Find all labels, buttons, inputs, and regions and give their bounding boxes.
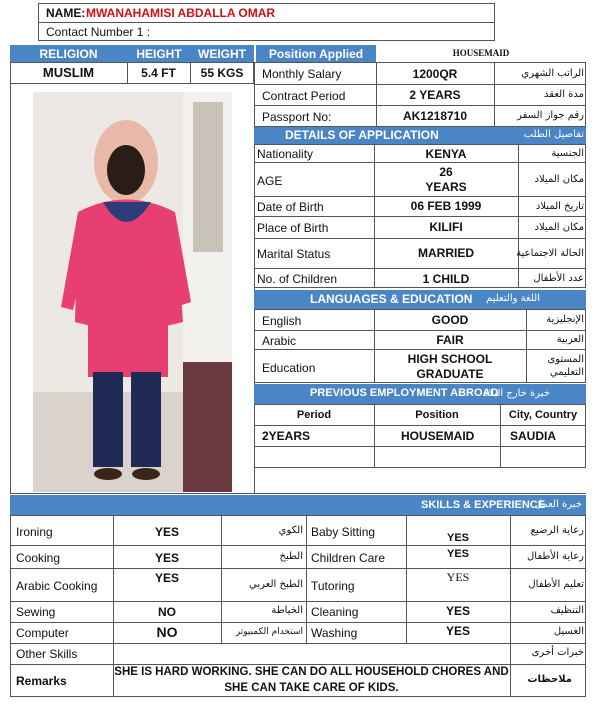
- employment-position: HOUSEMAID: [401, 429, 475, 443]
- skill-cooking-ar: الطبخ: [279, 551, 303, 562]
- skill-babysitting-ar: رعاية الرضيع: [530, 525, 584, 536]
- dob-label: Date of Birth: [257, 200, 324, 214]
- skill-cleaning-ar: التنظيف: [550, 605, 584, 616]
- salary-value: 1200QR: [412, 67, 458, 81]
- pob-value: KILIFI: [429, 220, 463, 234]
- nationality-ar: الجنسية: [551, 148, 584, 159]
- details-title-ar: تفاصيل الطلب: [523, 129, 584, 140]
- english-label: English: [262, 314, 302, 328]
- age-unit: YEARS: [425, 180, 467, 194]
- skill-tutoring-value: YES: [446, 570, 470, 584]
- marital-label: Marital Status: [257, 247, 331, 261]
- contract-ar: مدة العقد: [544, 89, 584, 100]
- skill-cleaning-label: Cleaning: [311, 605, 359, 619]
- applicant-photo: [33, 92, 232, 492]
- arabic-value: FAIR: [436, 333, 464, 347]
- weight-header: WEIGHT: [198, 47, 246, 61]
- skill-sewing-ar: الخياطة: [271, 605, 303, 616]
- remarks-label: Remarks: [16, 674, 67, 688]
- salary-ar: الراتب الشهري: [521, 68, 584, 79]
- skill-computer-ar: استخدام الكمبيوتر: [235, 627, 303, 637]
- skill-ironing-value: YES: [154, 525, 179, 539]
- arabic-label: Arabic: [262, 334, 297, 348]
- name-label: NAME:: [46, 6, 86, 20]
- skill-arabiccooking-label: Arabic Cooking: [16, 579, 98, 593]
- remarks-line1: SHE IS HARD WORKING. SHE CAN DO ALL HOUSEHOLD CHORES AND: [114, 666, 509, 678]
- languages-title: LANGUAGES & EDUCATION: [310, 292, 473, 306]
- skill-washing-label: Washing: [311, 626, 358, 640]
- english-ar: الإنجليزية: [546, 314, 584, 325]
- pob-ar: مكان الميلاد: [534, 222, 584, 233]
- arabic-ar: العربية: [556, 334, 584, 345]
- skill-computer-label: Computer: [16, 626, 69, 640]
- skill-ironing-label: Ironing: [16, 525, 53, 539]
- skill-tutoring-ar: تعليم الأطفال: [528, 579, 584, 590]
- contract-label: Contract Period: [262, 89, 346, 103]
- employment-title-ar: خبرة خارج البلاد: [483, 388, 550, 399]
- education-ar-line2: التعليمي: [549, 367, 584, 378]
- skill-sewing-value: NO: [158, 605, 176, 619]
- position-header: Position Applied: [268, 47, 364, 61]
- position-value: HOUSEMAID: [452, 48, 510, 58]
- children-value: 1 CHILD: [422, 272, 470, 286]
- age-ar: مكان الميلاد: [534, 174, 584, 185]
- skill-babysitting-label: Baby Sitting: [311, 525, 376, 539]
- other-skills-label: Other Skills: [16, 647, 78, 661]
- skills-title: SKILLS & EXPERIENCE: [421, 499, 546, 511]
- skill-washing-value: YES: [445, 624, 470, 638]
- skill-cooking-label: Cooking: [16, 551, 61, 565]
- skill-babysitting-value: YES: [446, 532, 469, 544]
- pob-label: Place of Birth: [257, 221, 329, 235]
- skill-childrencare-ar: رعاية الأطفال: [527, 551, 584, 562]
- period-header: Period: [296, 409, 332, 421]
- nationality-label: Nationality: [257, 147, 314, 161]
- weight-value: 55 KGS: [200, 66, 244, 80]
- city-header: City, Country: [508, 409, 578, 421]
- skill-washing-ar: الغسيل: [553, 626, 584, 637]
- skill-ironing-ar: الكوي: [278, 525, 303, 536]
- passport-value: AK1218710: [402, 109, 468, 123]
- education-ar: المستوى: [547, 354, 584, 365]
- salary-label: Monthly Salary: [262, 67, 342, 81]
- religion-header: RELIGION: [39, 47, 98, 61]
- age-value: 26: [439, 165, 453, 179]
- skill-cooking-value: YES: [154, 551, 179, 565]
- position-col-header: Position: [415, 409, 459, 421]
- skill-sewing-label: Sewing: [16, 605, 56, 619]
- dob-ar: تاريخ الميلاد: [535, 201, 584, 212]
- contract-value: 2 YEARS: [409, 88, 461, 102]
- details-title: DETAILS OF APPLICATION: [285, 128, 439, 142]
- skills-title-ar: خبرة العمل: [534, 499, 582, 510]
- marital-ar: الحالة الاجتماعية: [516, 248, 584, 259]
- skill-cleaning-value: YES: [445, 604, 470, 618]
- passport-ar: رقم جواز السفر: [517, 110, 584, 121]
- age-label: AGE: [257, 174, 283, 188]
- contact-label: Contact Number 1 :: [46, 25, 151, 39]
- height-value: 5.4 FT: [141, 66, 176, 80]
- passport-label: Passport No:: [262, 110, 332, 124]
- skill-childrencare-value: YES: [446, 548, 469, 560]
- employment-period: 2YEARS: [262, 429, 311, 443]
- education-value-line2: GRADUATE: [416, 367, 484, 381]
- english-value: GOOD: [431, 313, 469, 327]
- children-ar: عدد الأطفال: [533, 273, 584, 284]
- employment-title: PREVIOUS EMPLOYMENT ABROAD: [310, 387, 499, 399]
- skill-computer-value: NO: [156, 624, 178, 640]
- skill-tutoring-label: Tutoring: [311, 579, 355, 593]
- nationality-value: KENYA: [425, 147, 467, 161]
- dob-value: 06 FEB 1999: [410, 199, 482, 213]
- children-label: No. of Children: [257, 272, 338, 286]
- education-value: HIGH SCHOOL: [407, 352, 493, 366]
- name-value: MWANAHAMISI ABDALLA OMAR: [86, 6, 276, 20]
- education-label: Education: [262, 361, 316, 375]
- languages-title-ar: اللغة والتعليم: [486, 293, 540, 304]
- skill-childrencare-label: Children Care: [311, 551, 386, 565]
- height-header: HEIGHT: [136, 47, 182, 61]
- remarks-line2: SHE CAN TAKE CARE OF KIDS.: [224, 682, 399, 694]
- marital-value: MARRIED: [418, 246, 474, 260]
- religion-value: MUSLIM: [42, 65, 95, 80]
- skill-arabiccooking-value: YES: [154, 571, 179, 585]
- skill-arabiccooking-ar: الطبخ العربي: [249, 579, 303, 590]
- employment-city: SAUDIA: [510, 429, 557, 443]
- remarks-ar: ملاحظات: [527, 674, 572, 685]
- other-skills-ar: خبرات أخرى: [531, 647, 584, 658]
